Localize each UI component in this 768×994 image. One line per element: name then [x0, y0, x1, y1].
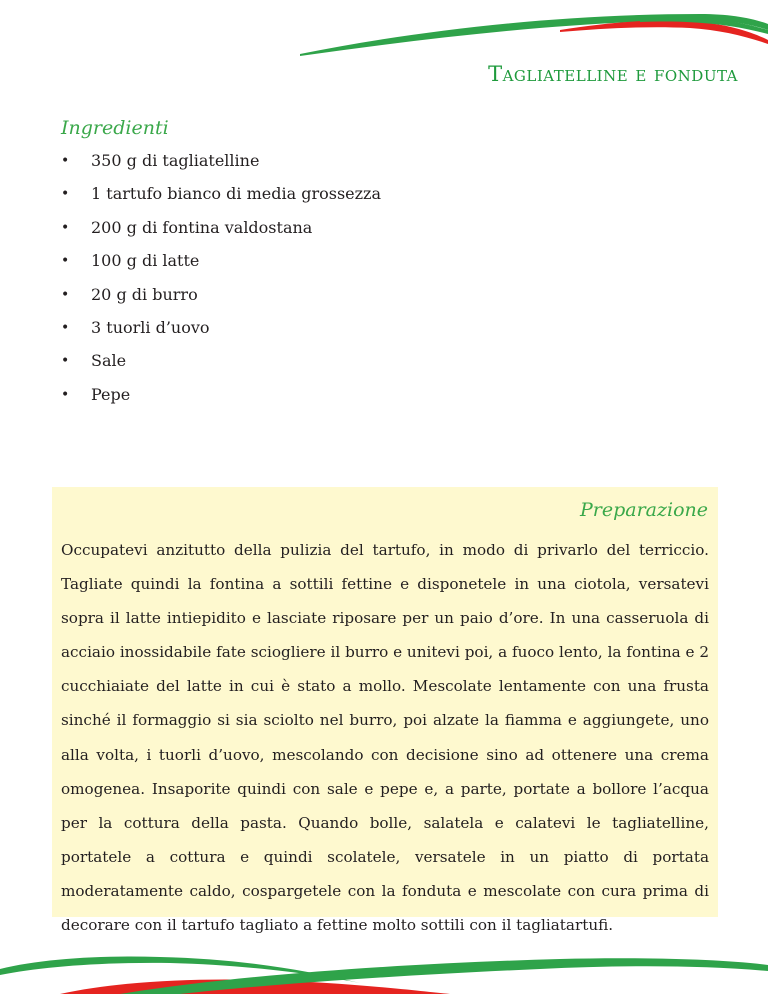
ingredients-list: [61, 151, 381, 418]
bullet-icon: •: [61, 153, 70, 169]
list-item: • Pepe: [61, 385, 381, 418]
bullet-icon: •: [61, 219, 70, 236]
ingredients-heading: Ingredienti: [61, 117, 169, 139]
bullet-icon: •: [61, 386, 70, 403]
preparation-box: [52, 487, 718, 935]
bullet-icon: •: [61, 319, 70, 336]
bullet-icon: •: [61, 186, 70, 203]
list-item: • Sale: [61, 351, 381, 384]
preparation-text: Occupatevi anzitutto della pulizia del tartufo, in modo di privarlo del terriccio. Tagliate quindi la fontina a sottili fettine e disponetele in una ciotola, versatevi sopra il latte intiepidito e lasciate riposare per un paio d’ore. In una casseruola di acciaio inossidabile fate sciogliere il burro e unitevi poi, a fuoco lento, la fontina e 2 cucchiaiate del latte in cui è stato a mollo. Mescolate lentamente con una frusta sinché il formaggio si sia sciolto nel burro, poi alzate la fiamma e aggiungete, uno alla volta, i tuorli d’uovo, mescolando con decisione sino ad ottenere una crema omogenea. Insaporite quindi con sale e pepe e, a parte, portate a bollore l’acqua per la cottura della pasta. Quando bolle, salatela e calatevi le tagliatelline, portatele a cottura e quindi scolatele, versatele in un piatto di portata moderatamente caldo, cospargetele con la fonduta e mescolate con cura prima di decorare con il tartufo tagliato a fettine molto sottili con il tagliatartufi.: [61, 541, 709, 935]
list-item: • 350 g di tagliatelline: [61, 151, 381, 184]
decorative-swoosh-bottom: [0, 935, 768, 994]
list-item: • 1 tartufo bianco di media grossezza: [61, 184, 381, 217]
list-item: • 3 tuorli d’uovo: [61, 318, 381, 351]
list-item: • 200 g di fontina valdostana: [61, 218, 381, 251]
bullet-icon: •: [61, 253, 70, 270]
preparation-heading: Preparazione: [579, 499, 708, 521]
bullet-icon: •: [61, 353, 70, 370]
list-item: • 20 g di burro: [61, 285, 381, 318]
bullet-icon: •: [61, 286, 70, 303]
recipe-title: Tagliatelline e fonduta: [488, 62, 738, 86]
list-item: • 100 g di latte: [61, 251, 381, 284]
